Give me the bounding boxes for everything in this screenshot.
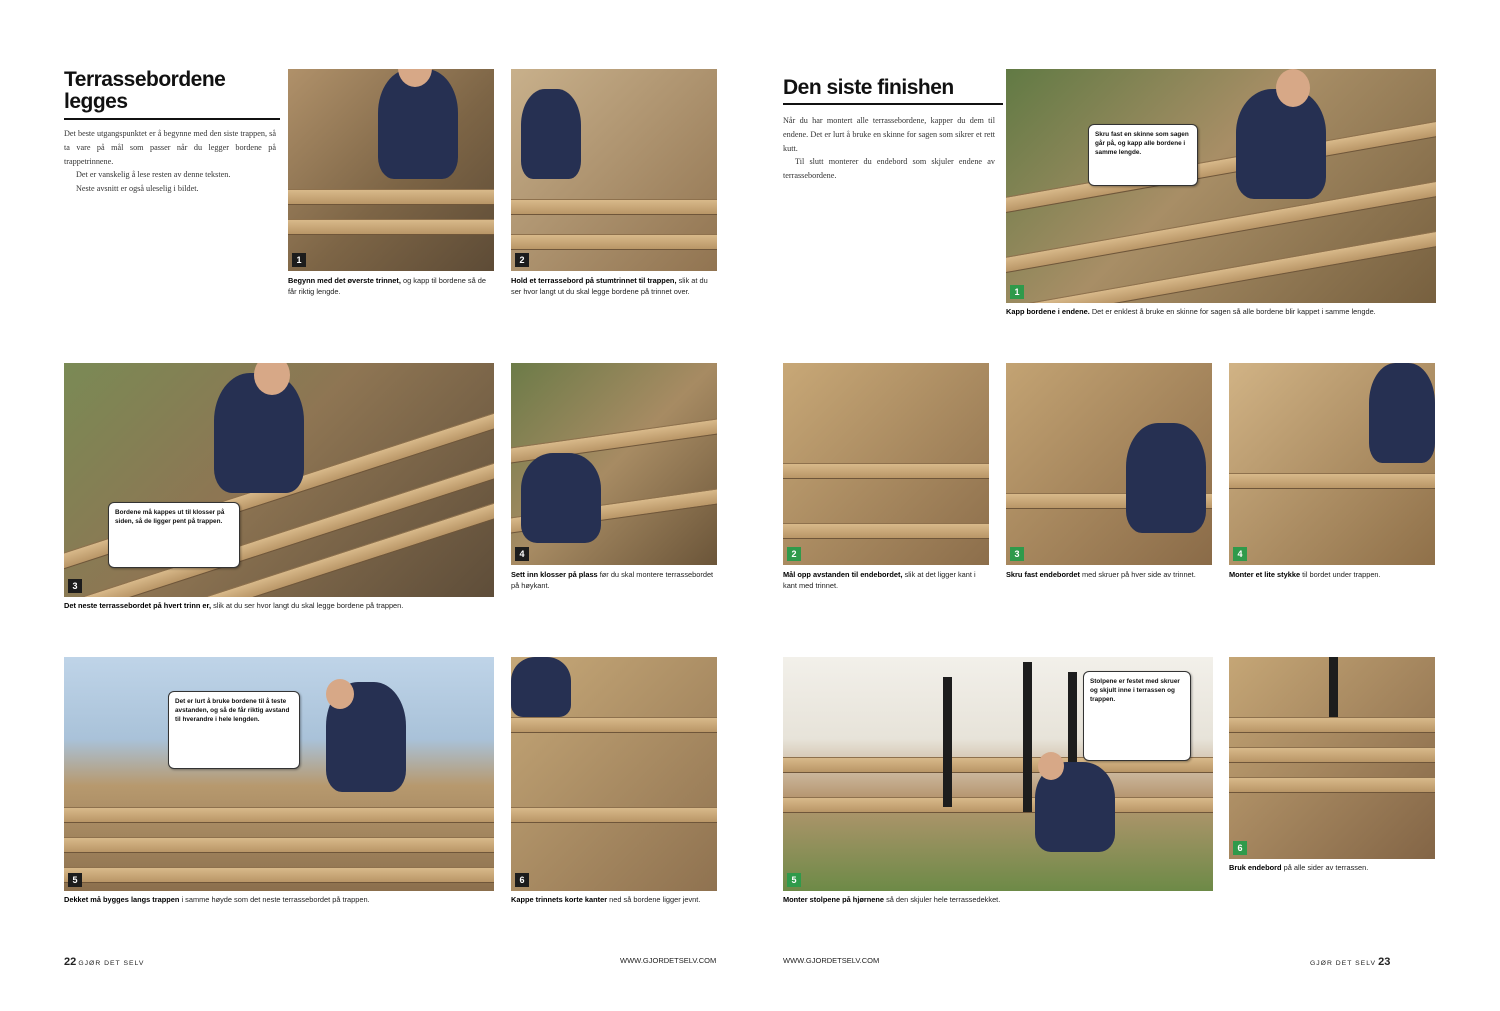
step-caption-4: Sett inn klosser på plass før du skal montere terrassebordet på høykant. bbox=[511, 570, 714, 590]
headline-rule bbox=[64, 118, 280, 120]
step-photo-5 bbox=[783, 657, 1213, 891]
page-number: 22 bbox=[64, 956, 77, 968]
step-caption-1: Begynn med det øverste trinnet, og kapp til bordene så de får riktig lengde. bbox=[288, 276, 487, 296]
magazine-name: GJØR DET SELV bbox=[78, 960, 145, 967]
step-caption-3: Det neste terrassebordet på hvert trinn er, slik at du ser hvor langt du skal legge bordene på trappen. bbox=[64, 601, 404, 610]
step-caption-5: Dekket må bygges langs trappen i samme høyde som det neste terrassebordet på trappen. bbox=[64, 895, 370, 904]
intro-text bbox=[783, 114, 995, 336]
step-caption-3: Skru fast endebordet med skruer på hver side av trinnet. bbox=[1006, 570, 1196, 579]
step-badge: 3 bbox=[1010, 547, 1024, 561]
intro-paragraph: Til slutt monterer du endebord som skjuler endene av terrassebordene. bbox=[783, 157, 995, 181]
step-photo-3 bbox=[1006, 363, 1212, 565]
right-page bbox=[750, 0, 1500, 1011]
step-photo-5 bbox=[64, 657, 494, 891]
page-footer bbox=[1310, 956, 1390, 968]
step-badge: 6 bbox=[515, 873, 529, 887]
step-caption-6: Kappe trinnets korte kanter ned så bordene ligger jevnt. bbox=[511, 895, 701, 904]
step-caption-6: Bruk endebord på alle sider av terrassen. bbox=[1229, 863, 1369, 872]
intro-paragraph: Når du har montert alle terrassebordene, kapper du dem til endene. Det er lurt å bruke en skinne for sagen som sikrer et rett kutt. bbox=[783, 116, 995, 153]
step-photo-1 bbox=[288, 69, 494, 271]
page-number: 23 bbox=[1378, 956, 1391, 968]
step-photo-6 bbox=[1229, 657, 1435, 859]
step-badge: 4 bbox=[1233, 547, 1247, 561]
step-badge: 2 bbox=[787, 547, 801, 561]
intro-text bbox=[64, 127, 276, 345]
step-caption-5: Monter stolpene på hjørnene så den skjuler hele terrassedekket. bbox=[783, 895, 1001, 904]
step-badge: 2 bbox=[515, 253, 529, 267]
step-photo-4 bbox=[511, 363, 717, 565]
website-url: WWW.GJORDETSELV.COM bbox=[620, 956, 717, 965]
step-caption-4: Monter et lite stykke til bordet under trappen. bbox=[1229, 570, 1381, 579]
step-caption-1: Kapp bordene i endene. Det er enklest å bruke en skinne for sagen så alle bordene blir kappet i samme lengde. bbox=[1006, 307, 1376, 316]
step-photo-3 bbox=[64, 363, 494, 597]
step-badge: 3 bbox=[68, 579, 82, 593]
magazine-name: GJØR DET SELV bbox=[1310, 960, 1377, 967]
intro-paragraph: Neste avsnitt er også uleselig i bildet. bbox=[76, 184, 199, 194]
step-badge: 5 bbox=[787, 873, 801, 887]
step-caption-2: Hold et terrassebord på stumtrinnet til trappen, slik at du ser hvor langt ut du skal legge bordene på trinnet over. bbox=[511, 276, 708, 296]
step-badge: 1 bbox=[292, 253, 306, 267]
step-caption-2: Mål opp avstanden til endebordet, slik at det ligger kant i kant med trinnet. bbox=[783, 570, 976, 590]
intro-paragraph: Det er vanskelig å lese resten av denne teksten. bbox=[76, 170, 231, 180]
step-badge: 1 bbox=[1010, 285, 1024, 299]
speech-bubble: Det er lurt å bruke bordene til å teste avstanden, og så de får riktig avstand til hverandre i hele lengden. bbox=[168, 691, 300, 769]
speech-bubble: Skru fast en skinne som sagen går på, og kapp alle bordene i samme lengde. bbox=[1088, 124, 1198, 186]
step-badge: 5 bbox=[68, 873, 82, 887]
website-url: WWW.GJORDETSELV.COM bbox=[783, 956, 880, 965]
speech-bubble: Bordene må kappes ut til klosser på siden, så de ligger pent på trappen. bbox=[108, 502, 240, 568]
step-photo-6 bbox=[511, 657, 717, 891]
step-badge: 4 bbox=[515, 547, 529, 561]
step-photo-2 bbox=[783, 363, 989, 565]
step-badge: 6 bbox=[1233, 841, 1247, 855]
intro-paragraph: Det beste utgangspunktet er å begynne med den siste trappen, så ta vare på mål som passer når du legger bordene på trappetrinnene. bbox=[64, 129, 276, 166]
page-headline: Den siste finishen bbox=[783, 76, 954, 99]
headline-rule bbox=[783, 103, 1003, 105]
speech-bubble: Stolpene er festet med skruer og skjult inne i terrassen og trappen. bbox=[1083, 671, 1191, 761]
page-footer bbox=[64, 956, 144, 968]
step-photo-2 bbox=[511, 69, 717, 271]
step-photo-4 bbox=[1229, 363, 1435, 565]
step-photo-1 bbox=[1006, 69, 1436, 303]
page-headline: Terrassebordene legges bbox=[64, 68, 226, 113]
